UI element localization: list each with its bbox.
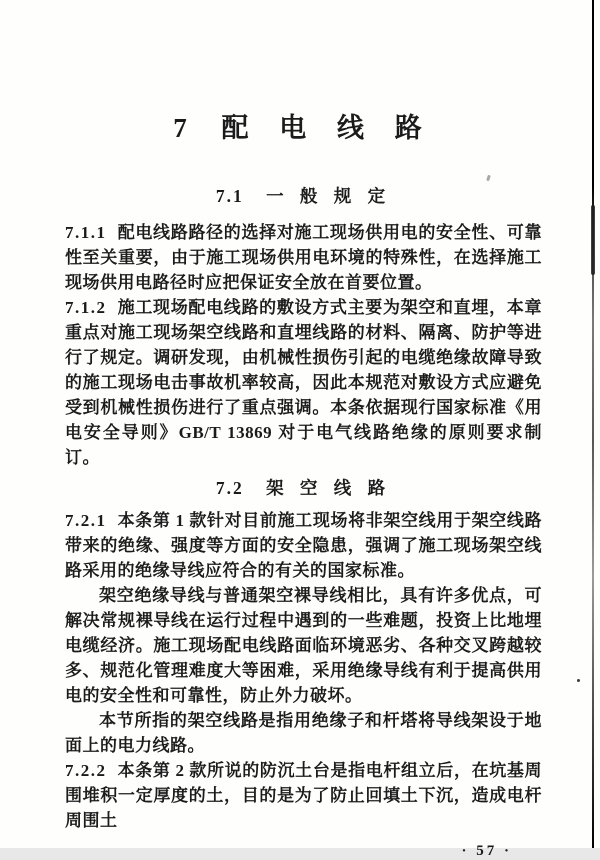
paragraph-text: 本条第 2 款所说的防沉土台是指电杆组立后，在坑基周围堆积一定厚度的土，目的是为了防止回填土下沉，造成电杆周围土: [65, 761, 542, 830]
paragraph-text: 本节所指的架空线路是指用绝缘子和杆塔将导线架设于地面上的电力线路。: [65, 711, 542, 755]
paragraph-text: 架空绝缘导线与普通架空裸导线相比，具有许多优点，可解决常规裸导线在运行过程中遇到的一些难题，投资上比地埋电缆经济。施工现场配电线路面临环境恶劣、各种交叉跨越较多、规范化管理难度大等困难，采用绝缘导线有利于提高供用电的安全性和可靠性，防止外力破坏。: [65, 586, 542, 705]
clause-number: 7.2.2: [65, 761, 107, 780]
clause-number: 7.1.1: [65, 223, 107, 242]
section-7-2-body: [65, 508, 542, 833]
scan-edge-artifact-blob: [591, 205, 595, 275]
section-number: 7.1: [215, 186, 244, 206]
chapter-number: 7: [173, 113, 187, 143]
section-heading-7-2: [65, 476, 542, 500]
paragraph-7-2-1-note-1: [65, 583, 542, 708]
section-number: 7.2: [215, 478, 244, 498]
page-number: · 57 ·: [461, 843, 512, 859]
paragraph-text: 配电线路路径的选择对施工现场供用电的安全性、可靠性至关重要，由于施工现场供用电环境的特殊性，在选择施工现场供用电路径时应把保证安全放在首要位置。: [65, 223, 542, 292]
paragraph-7-2-1: [65, 508, 542, 583]
chapter-title: 配 电 线 路: [221, 113, 434, 143]
clause-number: 7.1.2: [65, 298, 107, 317]
section-title: 一 般 规 定: [266, 186, 392, 206]
paragraph-text: 施工现场配电线路的敷设方式主要为架空和直埋，本章重点对施工现场架空线路和直埋线路的材料、隔离、防护等进行了规定。调研发现，由机械性损伤引起的电缆绝缘故障导致的施工现场电击事故机率较高，因此本规范对敷设方式应避免受到机械性损伤进行了重点强调。本条依据现行国家标准《用电安全导则》GB/T 13869 对于电气线路绝缘的原则要求制订。: [65, 298, 542, 467]
paragraph-7-2-1-note-2: [65, 708, 542, 758]
paragraph-7-1-2: [65, 295, 542, 470]
section-title: 架 空 线 路: [266, 478, 392, 498]
ink-speck: [577, 679, 580, 682]
scan-edge-artifact-line: [592, 0, 594, 848]
paragraph-7-1-1: [65, 220, 542, 295]
paragraph-7-2-2: [65, 758, 542, 833]
chapter-heading: [65, 110, 542, 146]
section-7-1-body: [65, 220, 542, 470]
paragraph-text: 本条第 1 款针对目前施工现场将非架空线用于架空线路带来的绝缘、强度等方面的安全隐患，强调了施工现场架空线路采用的绝缘导线应符合的有关的国家标准。: [65, 511, 542, 580]
clause-number: 7.2.1: [65, 511, 107, 530]
section-heading-7-1: [65, 184, 542, 208]
